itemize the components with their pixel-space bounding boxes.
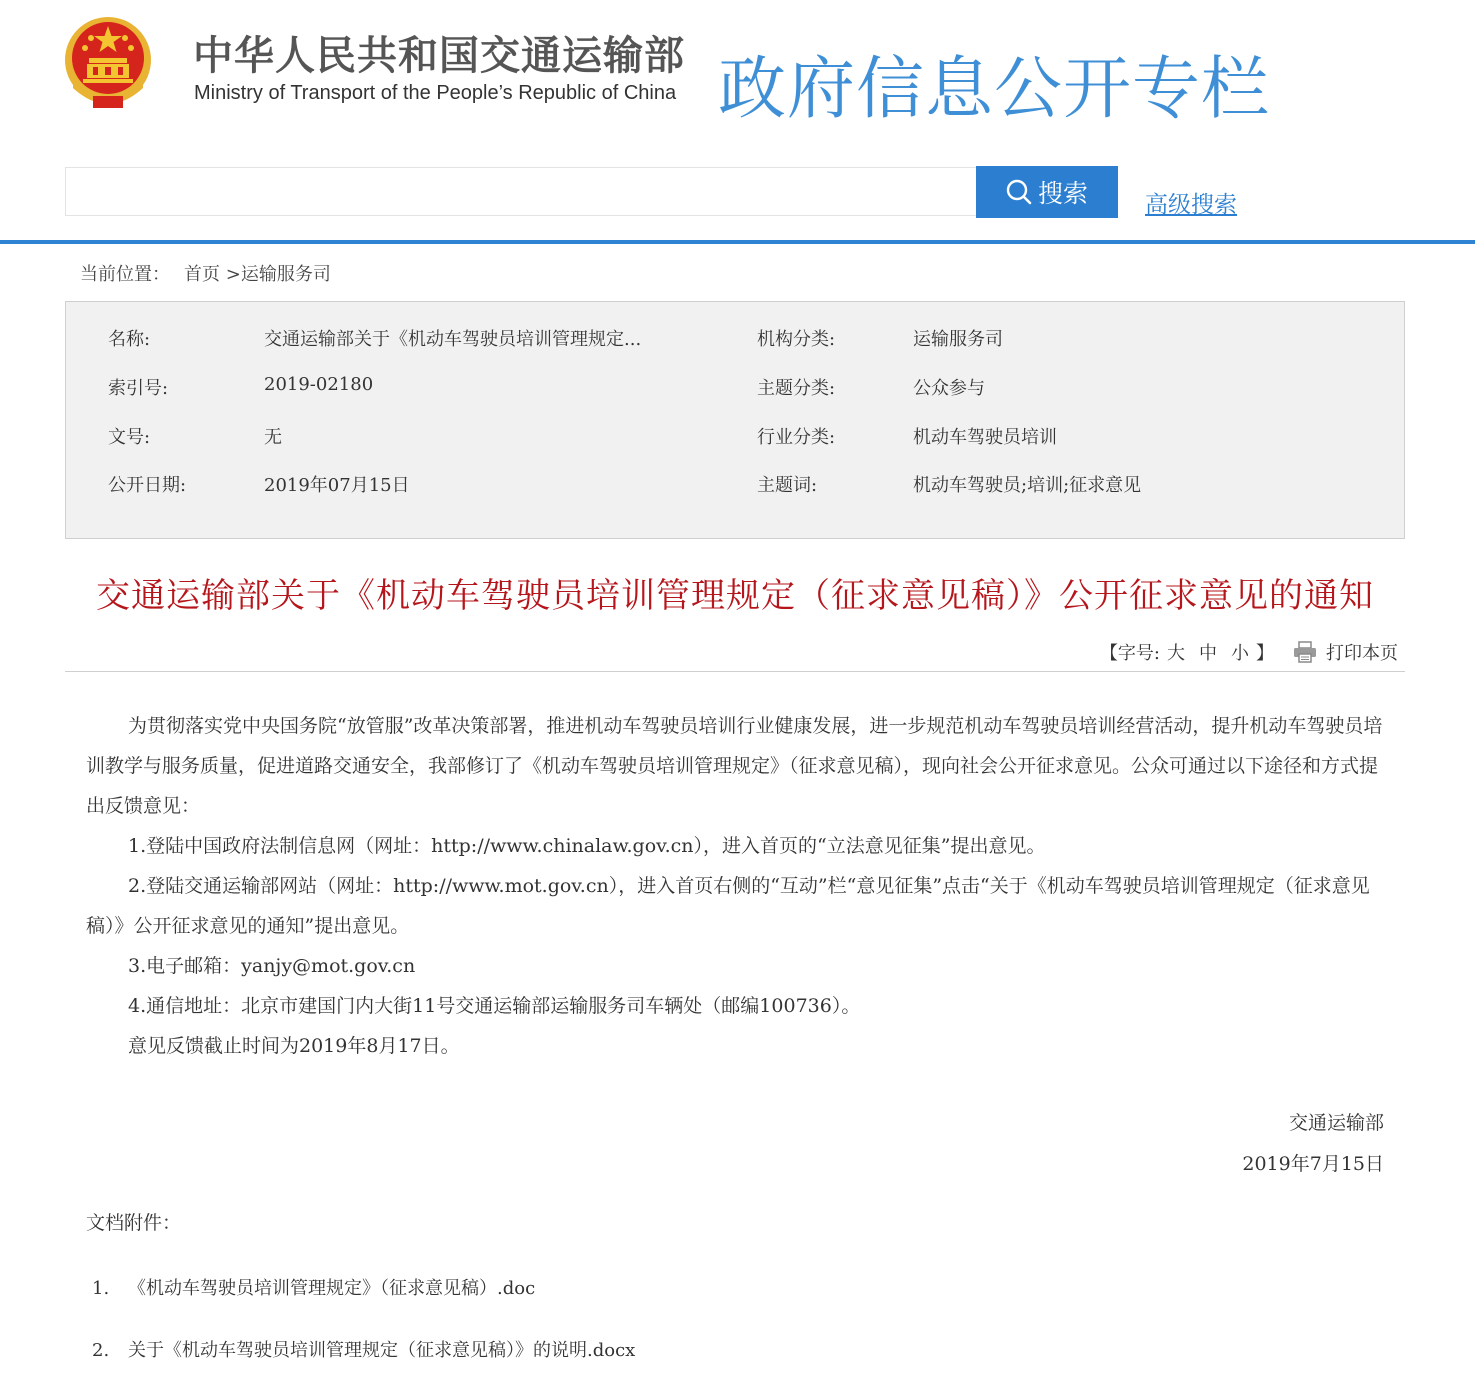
info-index-value: 2019-02180 (264, 374, 374, 395)
font-size-small-button[interactable]: 小 (1231, 643, 1249, 664)
info-name-label: 名称: (108, 329, 151, 350)
header-divider (0, 240, 1475, 244)
search-input[interactable] (65, 167, 976, 216)
info-industry-value: 机动车驾驶员培训 (913, 427, 1057, 448)
print-page-link[interactable]: 打印本页 (1326, 643, 1398, 664)
article-body (86, 706, 1386, 1066)
ministry-name-cn: 中华人民共和国交通运输部 (193, 33, 685, 79)
national-emblem-icon (63, 16, 153, 110)
search-button[interactable] (976, 166, 1118, 218)
font-size-medium-button[interactable]: 中 (1199, 643, 1217, 664)
info-date-label: 公开日期: (108, 475, 187, 496)
search-icon (1006, 179, 1032, 205)
column-title: 政府信息公开专栏 (718, 50, 1271, 129)
search-button-label: 搜索 (1037, 179, 1088, 208)
body-item-3: 3.电子邮箱：yanjy@mot.gov.cn (128, 955, 416, 977)
document-info-panel (65, 301, 1405, 539)
attachments-label: 文档附件： (86, 1212, 182, 1234)
font-size-bracket: 】 (1256, 643, 1274, 664)
attachment-link[interactable]: 关于《机动车驾驶员培训管理规定（征求意见稿）》的说明.docx (128, 1340, 636, 1361)
info-date-value: 2019年07月15日 (264, 475, 410, 496)
signature-date: 2019年7月15日 (1242, 1153, 1384, 1175)
breadcrumb-current-link[interactable]: 运输服务司 (240, 264, 331, 285)
body-deadline: 意见反馈截止时间为2019年8月17日。 (128, 1035, 460, 1057)
font-size-label: 【字号: (1099, 643, 1160, 664)
info-docno-label: 文号: (108, 427, 151, 448)
info-docno-value: 无 (264, 427, 282, 448)
content-divider (65, 671, 1405, 672)
info-keywords-label: 主题词: (757, 475, 818, 496)
breadcrumb-separator: > (225, 264, 241, 285)
printer-icon[interactable] (1292, 640, 1318, 664)
info-org-label: 机构分类: (757, 329, 836, 350)
body-intro-paragraph: 为贯彻落实党中央国务院“放管服”改革决策部署，推进机动车驾驶员培训行业健康发展，进一步规范机动车驾驶员培训经营活动，提升机动车驾驶员培训教学与服务质量，促进道路交通安全，我部修订了《机动车驾驶员培训管理规定》（征求意见稿），现向社会公开征求意见。公众可通过以下途径和方式提出反馈意见： (86, 715, 1383, 817)
body-item-2: 2.登陆交通运输部网站（网址：http://www.mot.gov.cn），进入首页右侧的“互动”栏“意见征集”点击“关于《机动车驾驶员培训管理规定（征求意见稿）》公开征求意见的通知”提出意见。 (86, 875, 1370, 937)
breadcrumb (80, 260, 331, 286)
attachment-item (92, 1336, 635, 1362)
info-org-value: 运输服务司 (913, 329, 1003, 350)
attachment-item (92, 1274, 535, 1300)
info-keywords-value: 机动车驾驶员;培训;征求意见 (913, 475, 1142, 496)
document-title: 交通运输部关于《机动车驾驶员培训管理规定（征求意见稿）》公开征求意见的通知 (96, 576, 1374, 616)
breadcrumb-label: 当前位置： (80, 264, 170, 285)
breadcrumb-home-link[interactable]: 首页 (184, 264, 220, 285)
advanced-search-link[interactable]: 高级搜索 (1145, 192, 1237, 218)
signature-org: 交通运输部 (1288, 1112, 1384, 1134)
info-index-label: 索引号: (108, 378, 169, 399)
attachment-number: 2. (92, 1340, 110, 1361)
ministry-name-en: Ministry of Transport of the People’s Republic of China (194, 82, 677, 104)
info-topic-value: 公众参与 (913, 378, 985, 399)
info-industry-label: 行业分类: (757, 427, 836, 448)
info-name-value: 交通运输部关于《机动车驾驶员培训管理规定... (264, 329, 642, 350)
font-size-large-button[interactable]: 大 (1167, 643, 1185, 664)
info-topic-label: 主题分类: (757, 378, 836, 399)
attachment-number: 1. (92, 1278, 110, 1299)
body-item-1: 1.登陆中国政府法制信息网（网址：http://www.chinalaw.gov.cn），进入首页的“立法意见征集”提出意见。 (128, 835, 1046, 857)
body-item-4: 4.通信地址：北京市建国门内大街11号交通运输部运输服务司车辆处（邮编100736）。 (128, 995, 861, 1017)
attachment-link[interactable]: 《机动车驾驶员培训管理规定》（征求意见稿）.doc (128, 1278, 536, 1299)
article-tools (1100, 639, 1398, 665)
